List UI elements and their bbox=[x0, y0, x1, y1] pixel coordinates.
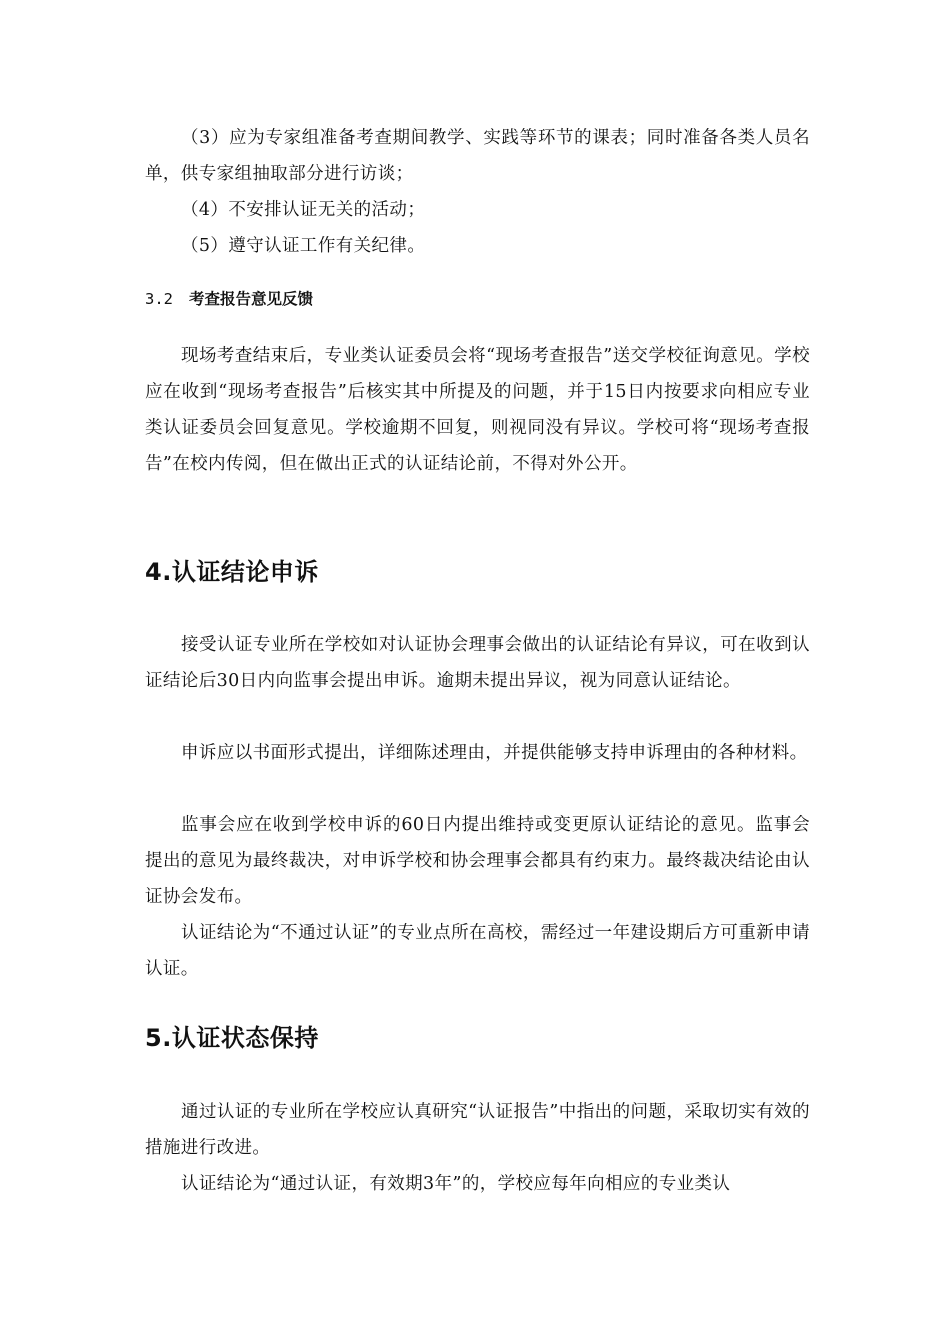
section-5-paragraph-2: 认证结论为“通过认证，有效期3年”的，学校应每年向相应的专业类认 bbox=[181, 1174, 731, 1194]
list-item-3: （3）应为专家组准备考查期间教学、实践等环节的课表；同时准备各类人员名单，供专家组抽取部分进行访谈； bbox=[145, 128, 810, 184]
list-item-4: （4）不安排认证无关的活动； bbox=[181, 200, 426, 220]
section-4-paragraph-3: 监事会应在收到学校申诉的60日内提出维持或变更原认证结论的意见。监事会提出的意见为最终裁决，对申诉学校和协会理事会都具有约束力。最终裁决结论由认证协会发布。 bbox=[145, 815, 810, 907]
section-4-paragraph-4: 认证结论为“不通过认证”的专业点所在高校，需经过一年建设期后方可重新申请认证。 bbox=[145, 923, 810, 979]
section-4-paragraph-1: 接受认证专业所在学校如对认证协会理事会做出的认证结论有异议，可在收到认证结论后30日内向监事会提出申诉。逾期未提出异议，视为同意认证结论。 bbox=[145, 635, 810, 691]
section-4-paragraph-2: 申诉应以书面形式提出，详细陈述理由，并提供能够支持申诉理由的各种材料。 bbox=[181, 743, 808, 763]
section-5-paragraph-1: 通过认证的专业所在学校应认真研究“认证报告”中指出的问题，采取切实有效的措施进行改进。 bbox=[145, 1102, 810, 1158]
section-3-2-paragraph: 现场考查结束后，专业类认证委员会将“现场考查报告”送交学校征询意见。学校应在收到“现场考查报告”后核实其中所提及的问题，并于15日内按要求向相应专业类认证委员会回复意见。学校逾期不回复，则视同没有异议。学校可将“现场考查报告”在校内传阅，但在做出正式的认证结论前，不得对外公开。 bbox=[145, 346, 810, 474]
section-3-2-number: 3.2 bbox=[145, 290, 173, 308]
section-4-heading: 4.认证结论申诉 bbox=[145, 558, 319, 586]
section-3-2-title: 考查报告意见反馈 bbox=[189, 290, 314, 308]
section-5-heading: 5.认证状态保持 bbox=[145, 1024, 319, 1052]
section-3-2-heading bbox=[145, 287, 313, 311]
list-item-5: （5）遵守认证工作有关纪律。 bbox=[181, 236, 426, 256]
